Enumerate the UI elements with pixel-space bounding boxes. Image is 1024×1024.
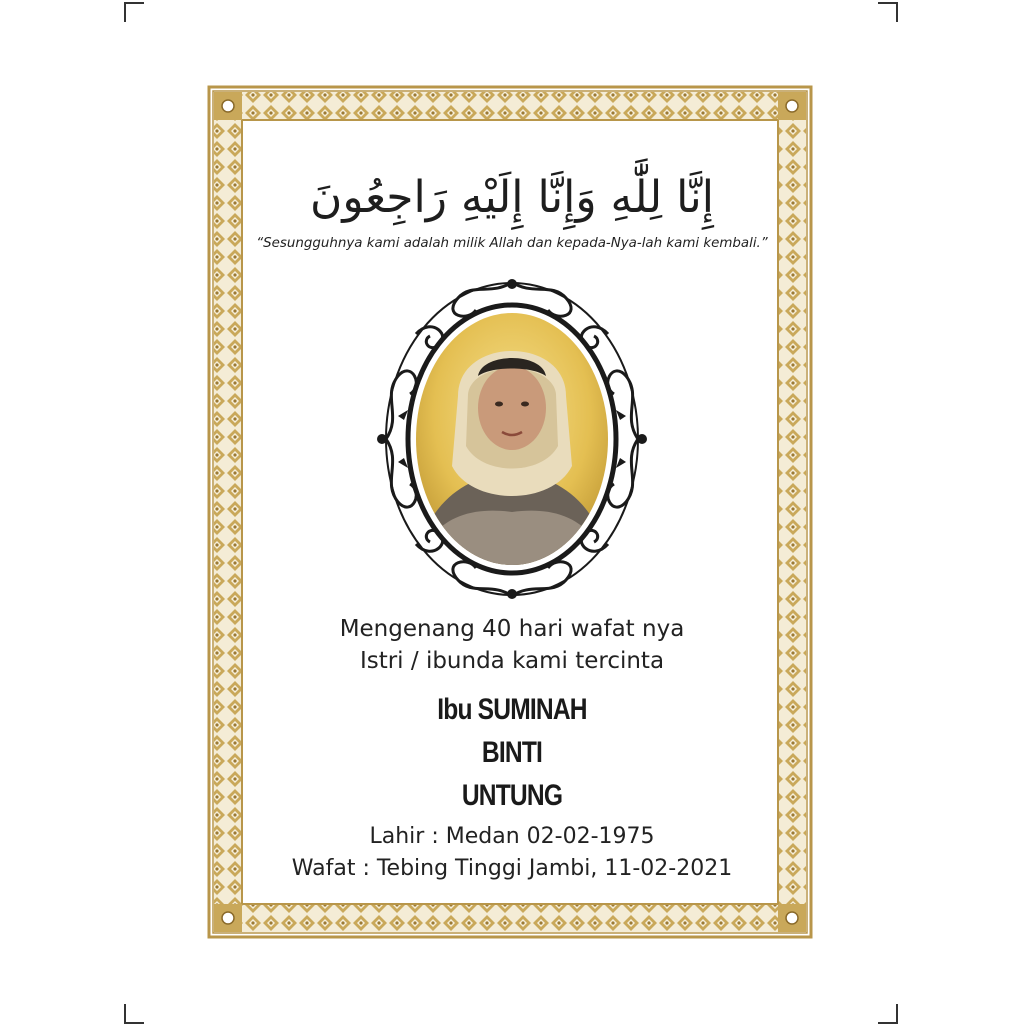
crop-mark-bottom-left — [124, 1004, 144, 1024]
ornamental-oval-frame — [372, 276, 652, 602]
crop-mark-top-left — [124, 2, 144, 22]
deceased-name-line-1: Ibu SUMINAH — [437, 693, 587, 726]
memorial-line-1: Mengenang 40 hari wafat nya — [339, 616, 685, 642]
deceased-name-line-3: UNTUNG — [461, 779, 563, 812]
translation-quote: “Sesungguhnya kami adalah milik Allah dan kepada-Nya-lah kami kembali.” — [256, 236, 768, 251]
crop-mark-top-right — [878, 2, 898, 22]
deceased-name-line-2: BINTI — [481, 736, 543, 769]
birth-info: Lahir : Medan 02-02-1975 — [369, 824, 655, 849]
crop-mark-bottom-right — [878, 1004, 898, 1024]
death-info: Wafat : Tebing Tinggi Jambi, 11-02-2021 — [291, 856, 733, 881]
memorial-line-2: Istri / ibunda kami tercinta — [359, 648, 665, 674]
arabic-calligraphy — [310, 150, 714, 236]
arabic-phrase-text: إِنَّا لِلَّٰهِ وَإِنَّا إِلَيْهِ رَاجِعُونَ — [310, 172, 714, 223]
